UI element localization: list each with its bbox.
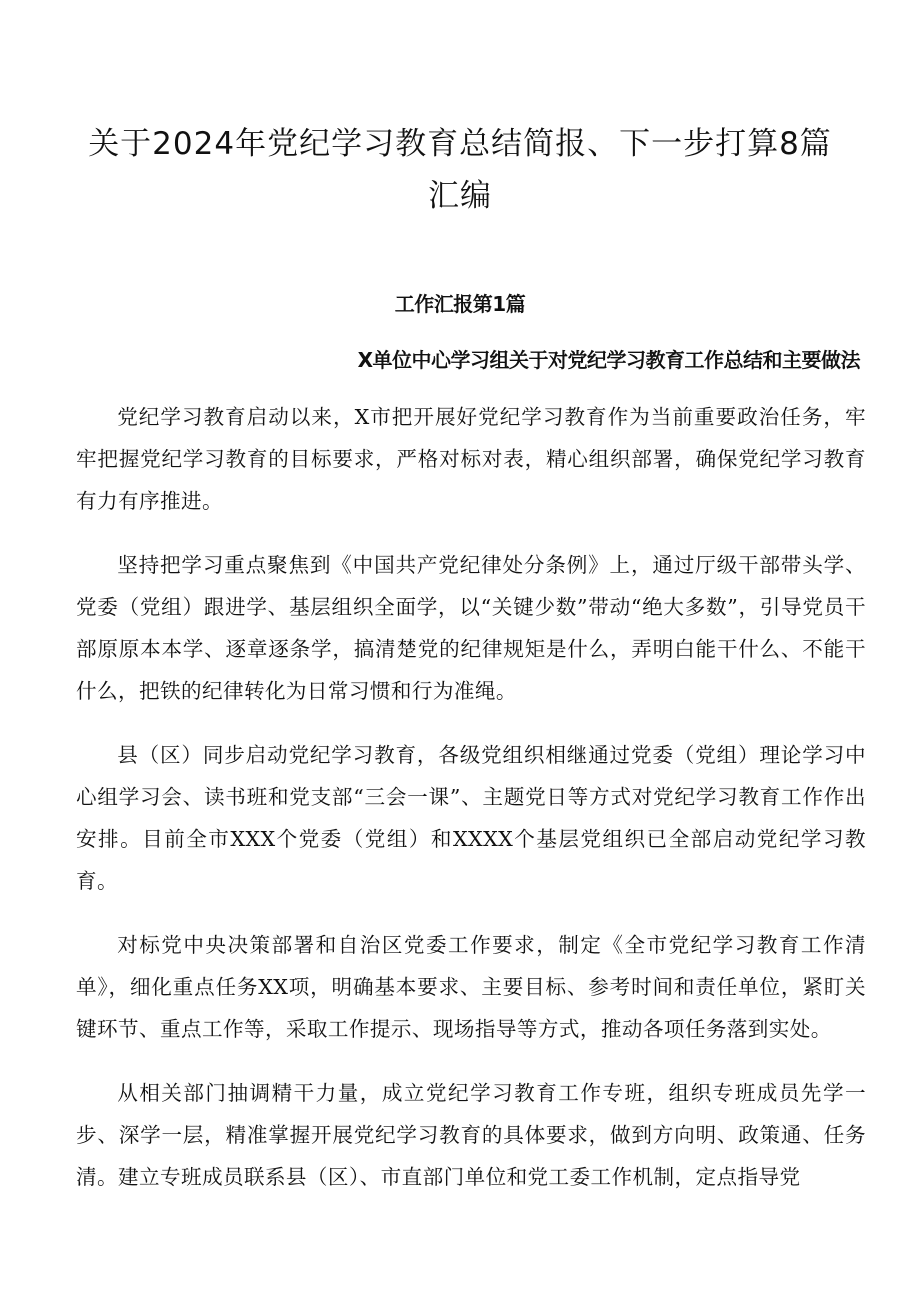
document-title: 关于2024年党纪学习教育总结简报、下一步打算8篇汇编: [88, 126, 832, 214]
body-text: [76, 396, 866, 1220]
paragraph: 县（区）同步启动党纪学习教育，各级党组织相继通过党委（党组）理论学习中心组学习会、读书班和党支部“三会一课”、主题党日等方式对党纪学习教育工作作出安排。目前全市XXX个党委（党组）和XXXX个基层党组织已全部启动党纪学习教育。: [76, 743, 866, 893]
paragraph: 对标党中央决策部署和自治区党委工作要求，制定《全市党纪学习教育工作清单》，细化重点任务XX项，明确基本要求、主要目标、参考时间和责任单位，紧盯关键环节、重点工作等，采取工作提示、现场指导等方式，推动各项任务落到实处。: [76, 933, 866, 1041]
sub-heading: X单位中心学习组关于对党纪学习教育工作总结和主要做法: [357, 348, 860, 372]
paragraph: 党纪学习教育启动以来，X市把开展好党纪学习教育作为当前重要政治任务，牢牢把握党纪学习教育的目标要求，严格对标对表，精心组织部署，确保党纪学习教育有力有序推进。: [76, 405, 866, 513]
paragraph: 坚持把学习重点聚焦到《中国共产党纪律处分条例》上，通过厅级干部带头学、党委（党组）跟进学、基层组织全面学，以“关键少数”带动“绝大多数”，引导党员干部原原本本学、逐章逐条学，搞清楚党的纪律规矩是什么，弄明白能干什么、不能干什么，把铁的纪律转化为日常习惯和行为准绳。: [76, 553, 866, 703]
paragraph: 从相关部门抽调精干力量，成立党纪学习教育工作专班，组织专班成员先学一步、深学一层，精准掌握开展党纪学习教育的具体要求，做到方向明、政策通、任务清。建立专班成员联系县（区）、市直部门单位和党工委工作机制，定点指导党: [76, 1081, 866, 1189]
section-heading: 工作汇报第1篇: [394, 292, 526, 316]
